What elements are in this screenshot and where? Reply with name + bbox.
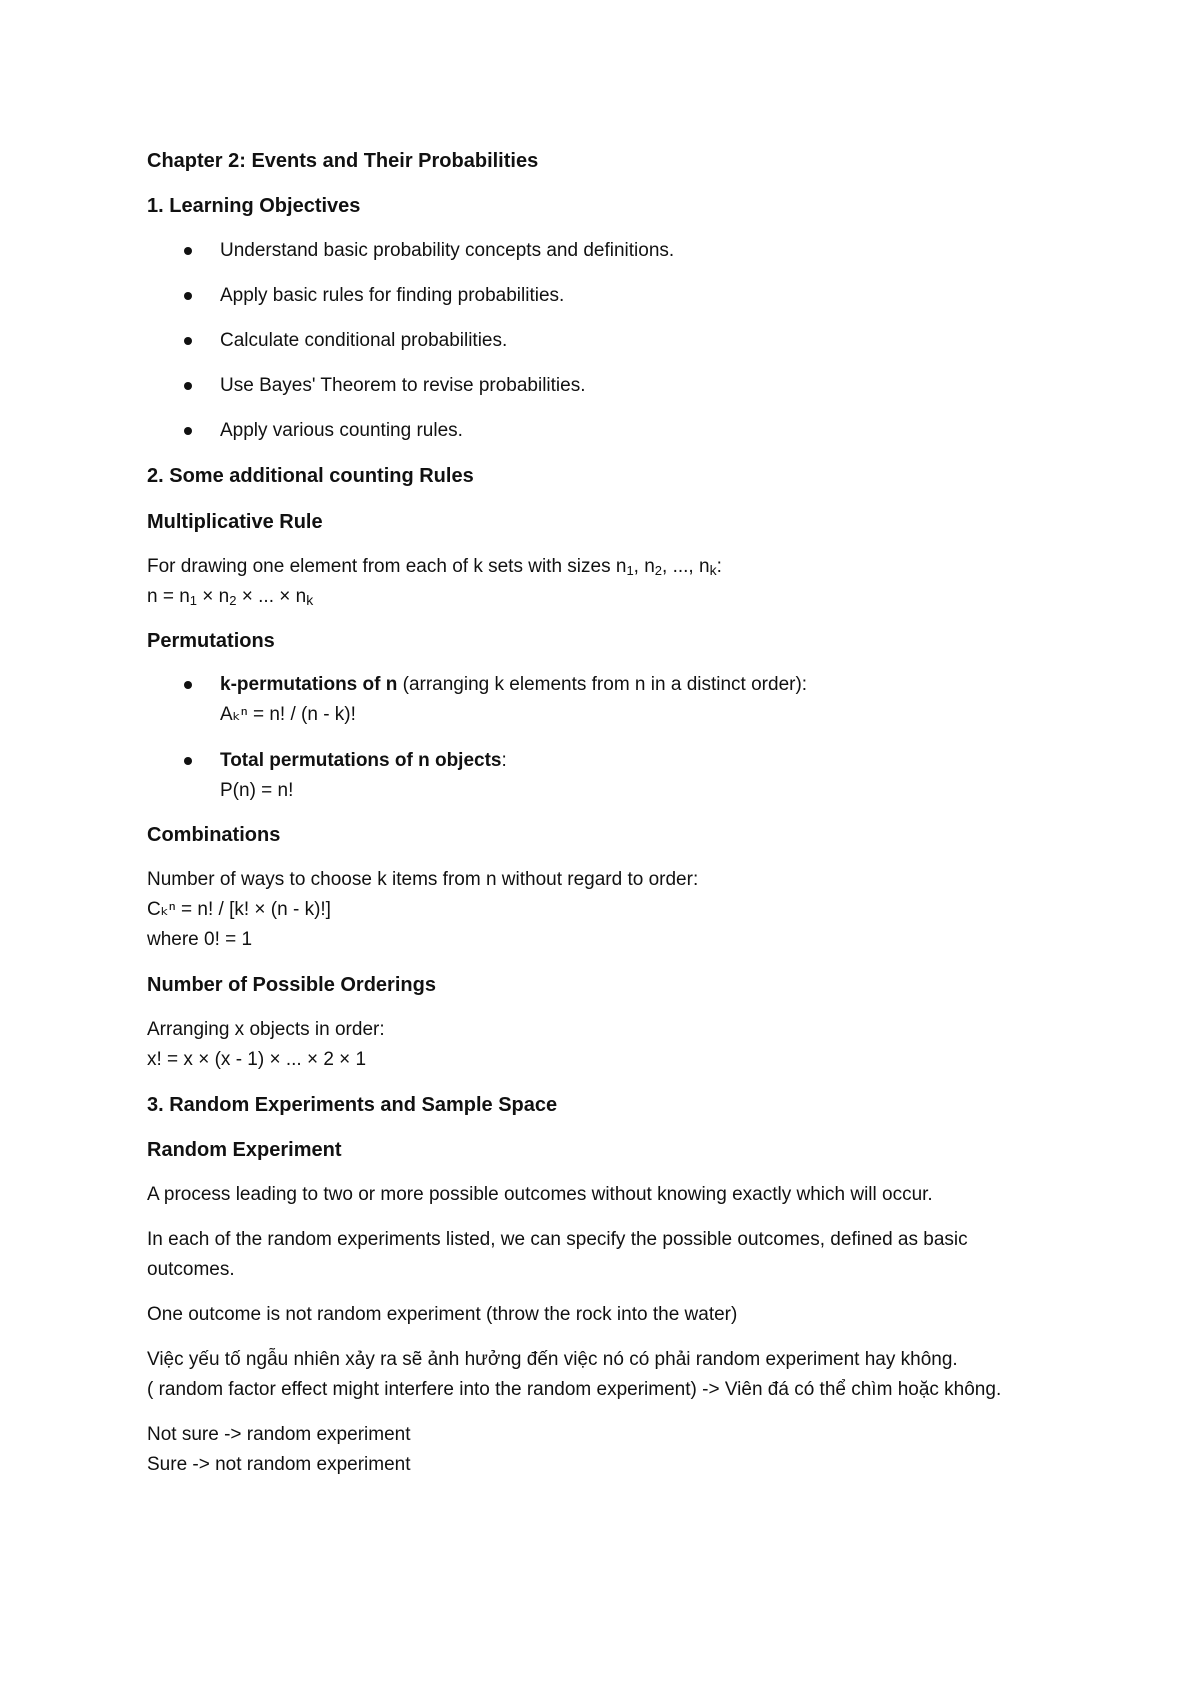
total-permutations-formula: P(n) = n! (220, 780, 294, 801)
paragraph: In each of the random experiments listed, we can specify the possible outcomes, defined as basic outcomes. (147, 1229, 968, 1280)
subheading-random-experiment: Random Experiment (147, 1139, 342, 1161)
document-page (147, 146, 1047, 1480)
combinations-formula: Cₖⁿ = n! / [k! × (n - k)!] (147, 899, 331, 920)
k-permutations-formula: Aₖⁿ = n! / (n - k)! (220, 704, 356, 725)
objectives-list (147, 236, 1047, 446)
list-item: Apply various counting rules. (147, 416, 1047, 446)
list-item: Use Bayes' Theorem to revise probabilities. (147, 371, 1047, 401)
multiplicative-intro: For drawing one element from each of k sets with sizes $n_1$, $n_2$, ..., $n_k$: (147, 556, 722, 578)
chapter-title: Chapter 2: Events and Their Probabilities (147, 150, 539, 172)
subheading-multiplicative-rule: Multiplicative Rule (147, 511, 323, 533)
paragraph: Not sure -> random experiment Sure -> not random experiment (147, 1424, 411, 1475)
list-item: Calculate conditional probabilities. (147, 326, 1047, 356)
multiplicative-formula: $n = n_1 \times n_2$ × ... × $n_k$ (147, 586, 314, 608)
paragraph: Việc yếu tố ngẫu nhiên xảy ra sẽ ảnh hưởng đến việc nó có phải random experiment hay không. ( random factor effect might interfere into the random experiment) -> Viên đá có thể chìm hoặc không. (147, 1349, 1002, 1400)
list-item: Understand basic probability concepts and definitions. (147, 236, 1047, 266)
combinations-text: Number of ways to choose k items from n without regard to order: Cₖⁿ = n! / [k! × (n - k)!] where 0! = 1 (147, 865, 1047, 955)
paragraph: A process leading to two or more possible outcomes without knowing exactly which will occur. (147, 1184, 933, 1205)
subheading-orderings: Number of Possible Orderings (147, 974, 436, 996)
multiplicative-rule-text (147, 552, 1047, 612)
section-heading-learning-objectives: 1. Learning Objectives (147, 195, 361, 217)
orderings-formula: x! = x × (x - 1) × ... × 2 × 1 (147, 1049, 367, 1070)
k-permutations-label: k-permutations of n (220, 674, 398, 695)
paragraph: One outcome is not random experiment (throw the rock into the water) (147, 1304, 738, 1325)
permutations-list (147, 670, 1047, 806)
list-item: k-permutations of n (arranging k elements from n in a distinct order): Aₖⁿ = n! / (n - k)! (147, 670, 1047, 730)
section-heading-counting-rules: 2. Some additional counting Rules (147, 465, 474, 487)
total-permutations-label: Total permutations of n objects (220, 750, 502, 771)
orderings-text: Arranging x objects in order: x! = x × (x - 1) × ... × 2 × 1 (147, 1015, 1047, 1075)
subheading-combinations: Combinations (147, 824, 281, 846)
section-heading-random-experiments: 3. Random Experiments and Sample Space (147, 1094, 558, 1116)
list-item: Apply basic rules for finding probabilities. (147, 281, 1047, 311)
subheading-permutations: Permutations (147, 630, 275, 652)
list-item: Total permutations of n objects: P(n) = n! (147, 746, 1047, 806)
